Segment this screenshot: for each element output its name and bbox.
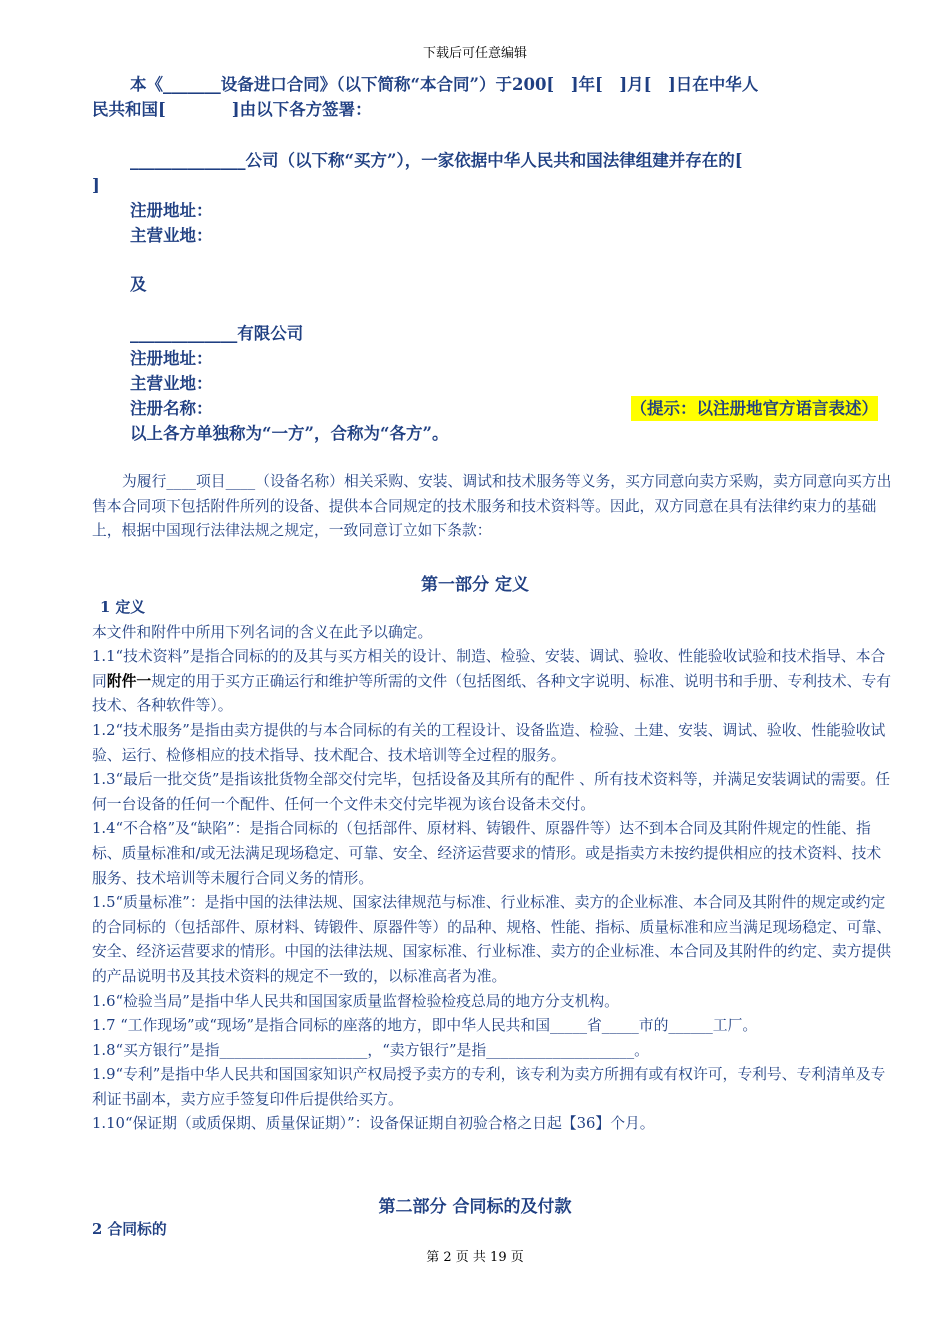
part1-lead: 本文件和附件中所用下列名词的含义在此予以确定。 [92,623,433,641]
definition-1-7: 1.7 “工作现场”或“现场”是指合同标的座落的地方，即中华人民共和国_____省_____市的______工厂。 [92,1017,758,1035]
definition-text: 1.1“技术资料”是指合同标的的及其与买方相关的设计、制造、检验、安装、调试、验收、性能验收试验和技术指导、本合同 [92,648,886,690]
seller-reg-name: 注册名称： [130,399,213,418]
definition-1-10: 1.10“保证期（或质保期、质量保证期）”：设备保证期自初验合格之日起【36】个月。 [92,1115,655,1133]
part1-subtitle: 1 定义 [100,599,146,616]
and-label: 及 [130,275,147,294]
definition-1-5: 1.5“质量标准”：是指中国的法律法规、国家法律规范与标准、行业标准、卖方的企业标准、本合同及其附件的规定或约定的合同标的（包括部件、原材料、铸锻件、原器件等）的品种、规格、性能、指标、质量标准和应当满足现场稳定、可靠、安全、经济运营要求的情形。中国的法律法规、国家标准、行业标准、卖方的企业标准、本合同及其附件的约定、卖方提供的产品说明书及其技术资料的规定不一致的，以标准高者为准。 [92,894,892,985]
definition-1-3: 1.3“最后一批交货”是指该批货物全部交付完毕，包括设备及其所有的配件 、所有技术资料等，并满足安装调试的需要。任何一台设备的任何一个配件、任何一个文件未交付完毕视为该台设备未交付。 [92,771,891,813]
definition-1-6: 1.6“检验当局”是指中华人民共和国国家质量监督检验检疫总局的地方分支机构。 [92,992,619,1010]
part1-body [92,596,892,1137]
page-footer: 第 2 页 共 19 页 [426,1250,524,1265]
seller-reg-address: 注册地址： [130,349,213,368]
part2-title: 第二部分 合同标的及付款 [378,1197,572,1217]
buyer-main-place: 主营业地： [130,226,213,245]
seller-name-line: _____________有限公司 [130,324,304,343]
contract-intro [92,72,892,122]
intro-line-1: 本《_______设备进口合同》（以下简称“本合同”）于200[ ]年[ ]月[ ]日在中华人 [130,75,759,94]
definition-1-1 [92,645,892,719]
seller-main-place: 主营业地： [130,374,213,393]
preamble-text: 为履行____项目____（设备名称）相关采购、安装、调试和技术服务等义务，买方同意向卖方采购，卖方同意向买方出售本合同项下包括附件所列的设备、提供本合同规定的技术服务和技术资料等。因此，双方同意在具有法律约束力的基础上，根据中国现行法律法规之规定，一致同意订立如下条款： [92,473,892,540]
definition-1-4: 1.4“不合格”及“缺陷”：是指合同标的（包括部件、原材料、铸锻件、原器件等）达不到本合同及其附件规定的性能、指标、质量标准和/或无法满足现场稳定、可靠、安全、经济运营要求的情形。或是指卖方未按约提供相应的技术资料、技术服务、技术培训等未履行合同义务的情形。 [92,820,882,887]
hint-highlight: （提示：以注册地官方语言表述） [631,396,879,421]
buyer-name-line: ______________公司（以下称“买方”），一家依据中华人民共和国法律组建并存在的[ [130,151,743,170]
buyer-block [92,148,892,248]
collective-definition: 以上各方单独称为“一方”，合称为“各方”。 [130,424,449,443]
part2-subtitle: 2 合同标的 [92,1221,167,1238]
annex-one-bold: 附件一 [106,672,152,690]
seller-block [92,321,892,446]
preamble [92,470,892,544]
part1-title: 第一部分 定义 [421,575,529,595]
definition-text-cont: 规定的用于买方正确运行和维护等所需的文件（包括图纸、各种文字说明、标准、说明书和手册、专利技术、专有技术、各种软件等）。 [92,672,892,715]
intro-line-2: 民共和国[ ]由以下各方签署： [92,100,372,119]
buyer-name-line-2: ] [92,176,100,195]
definition-1-9: 1.9“专利”是指中华人民共和国国家知识产权局授予卖方的专利，该专利为卖方所拥有或有权许可，专利号、专利清单及专利证书副本，卖方应手签复印件后提供给买方。 [92,1066,886,1108]
buyer-reg-address: 注册地址： [130,201,213,220]
definition-1-2: 1.2“技术服务”是指由卖方提供的与本合同标的有关的工程设计、设备监造、检验、土建、安装、调试、验收、性能验收试验、运行、检修相应的技术指导、技术配合、技术培训等全过程的服务。 [92,721,886,764]
and-word [92,272,892,297]
page-header-note: 下载后可任意编辑 [422,46,527,61]
definition-1-8: 1.8“买方银行”是指____________________，“卖方银行”是指____________________。 [92,1041,649,1059]
seller-reg-name-row [92,396,892,421]
